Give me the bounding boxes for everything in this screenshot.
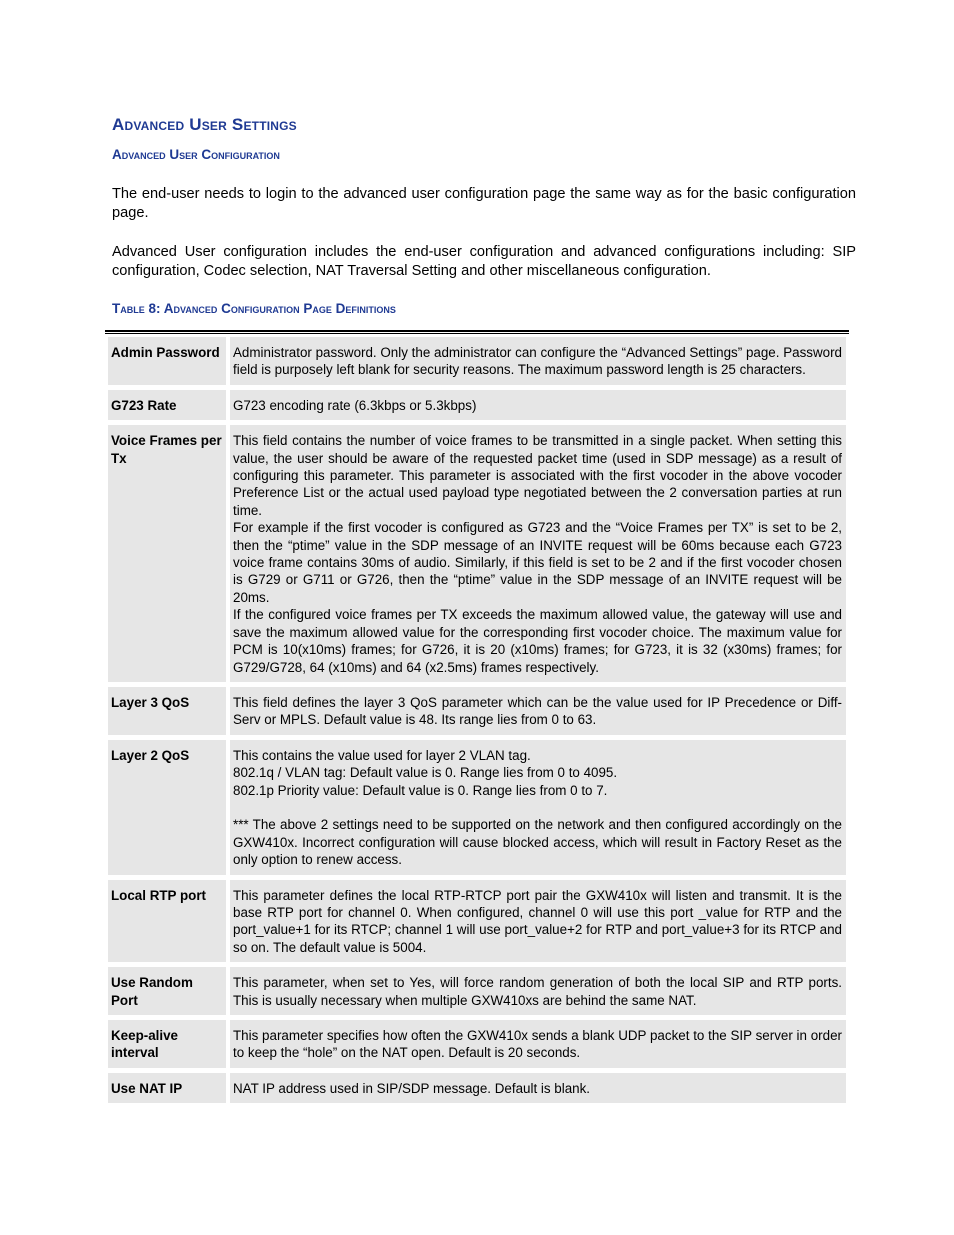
intro-paragraph: The end-user needs to login to the advanced user configuration page the same way as for the basic configuration page. bbox=[112, 186, 856, 221]
description-line: This parameter, when set to Yes, will force random generation of both the local SIP and RTP ports. This is usually necessary when multiple GXW410xs are behind the same NAT. bbox=[233, 975, 842, 1008]
definition-term: Admin Password bbox=[108, 337, 226, 385]
definition-term: Local RTP port bbox=[108, 880, 226, 963]
description-line: G723 encoding rate (6.3kbps or 5.3kbps) bbox=[233, 397, 477, 413]
description-line: Administrator password. Only the administrator can configure the “Advanced Settings” page. Password field is purposely left blank for security reasons. The maximum password length is 25 characters. bbox=[233, 345, 842, 378]
definition-description bbox=[230, 1073, 846, 1103]
description-line: This parameter defines the local RTP-RTCP port pair the GXW410x will listen and transmit. It is the base RTP port for channel 0. When configured, channel 0 will use this port _value for RTP and the port_value+1 for its RTCP; channel 1 will use port_value+2 for RTP and port_value+3 for its RTCP and so on. The default value is 5004. bbox=[233, 887, 842, 955]
table-caption: Table 8: Advanced Configuration Page Definitions bbox=[112, 301, 396, 316]
definition-term: Keep-alive interval bbox=[108, 1020, 226, 1068]
definitions-table-body bbox=[108, 337, 846, 1103]
table-row bbox=[108, 880, 846, 963]
table-row bbox=[108, 967, 846, 1015]
description-line: This contains the value used for layer 2 VLAN tag. bbox=[233, 747, 531, 763]
table-row bbox=[108, 390, 846, 420]
description-line bbox=[233, 799, 842, 816]
definition-description bbox=[230, 425, 846, 682]
definition-description bbox=[230, 390, 846, 420]
definition-term: G723 Rate bbox=[108, 390, 226, 420]
definition-term: Layer 2 QoS bbox=[108, 740, 226, 875]
table-row bbox=[108, 740, 846, 875]
description-line: For example if the first vocoder is configured as G723 and the “Voice Frames per TX” is set to be 2, then the “ptime” value in the SDP message of an INVITE request will be 60ms because each G723 voice frame contains 30ms of audio. Similarly, if this field is set to be 2 and if the first vocoder chosen is G729 or G711 or G726, then the “ptime” value in the SDP message of an INVITE request will be 20ms. bbox=[233, 520, 842, 605]
definition-term: Voice Frames per Tx bbox=[108, 425, 226, 682]
table-row bbox=[108, 687, 846, 735]
definition-description bbox=[230, 880, 846, 963]
description-line: If the configured voice frames per TX exceeds the maximum allowed value, the gateway will use and save the maximum allowed value for the corresponding first vocoder choice. The maximum value for PCM is 10(x10ms) frames; for G726, it is 20 (x10ms) frames; for G723, it is 32 (x30ms) frames; for G729/G728, 64 (x10ms) and 64 (x2.5ms) frames respectively. bbox=[233, 607, 842, 675]
subsection-title: Advanced User Configuration bbox=[112, 147, 280, 162]
table-row bbox=[108, 1073, 846, 1103]
description-line: This parameter specifies how often the GXW410x sends a blank UDP packet to the SIP server in order to keep the “hole” on the NAT open. Default is 20 seconds. bbox=[233, 1027, 842, 1061]
definition-description bbox=[230, 1020, 846, 1068]
description-line: 802.1q / VLAN tag: Default value is 0. Range lies from 0 to 4095. bbox=[233, 765, 618, 781]
definition-description bbox=[230, 687, 846, 735]
scope-paragraph: Advanced User configuration includes the end-user configuration and advanced configurations including: SIP configuration, Codec selection, NAT Traversal Setting and other miscellaneous configuration. bbox=[112, 244, 856, 279]
definitions-table bbox=[104, 332, 850, 1108]
definition-term: Use NAT IP bbox=[108, 1073, 226, 1103]
definition-term: Use Random Port bbox=[108, 967, 226, 1015]
definition-description bbox=[230, 967, 846, 1015]
definition-term: Layer 3 QoS bbox=[108, 687, 226, 735]
description-line: 802.1p Priority value: Default value is 0. Range lies from 0 to 7. bbox=[233, 782, 608, 798]
table-row bbox=[108, 337, 846, 385]
table-row bbox=[108, 425, 846, 682]
description-line: This field contains the number of voice frames to be transmitted in a single packet. When setting this value, the user should be aware of the requested packet time (used in SDP message) as a result of configuring this parameter. This parameter is associated with the first vocoder in the above vocoder Preference List or the actual used payload type negotiated between the 2 conversation parties at run time. bbox=[233, 433, 842, 518]
section-title: Advanced User Settings bbox=[112, 115, 297, 134]
description-line: NAT IP address used in SIP/SDP message. Default is blank. bbox=[233, 1080, 591, 1096]
description-line: *** The above 2 settings need to be supported on the network and then configured accordingly on the GXW410x. Incorrect configuration will cause blocked access, which will result in Factory Reset as the only option to renew access. bbox=[233, 817, 842, 868]
definition-description bbox=[230, 337, 846, 385]
definition-description bbox=[230, 740, 846, 875]
description-line: This field defines the layer 3 QoS parameter which can be the value used for IP Precedence or Diff-Serv or MPLS. Default value is 48. Its range lies from 0 to 63. bbox=[233, 694, 842, 728]
table-row bbox=[108, 1020, 846, 1068]
